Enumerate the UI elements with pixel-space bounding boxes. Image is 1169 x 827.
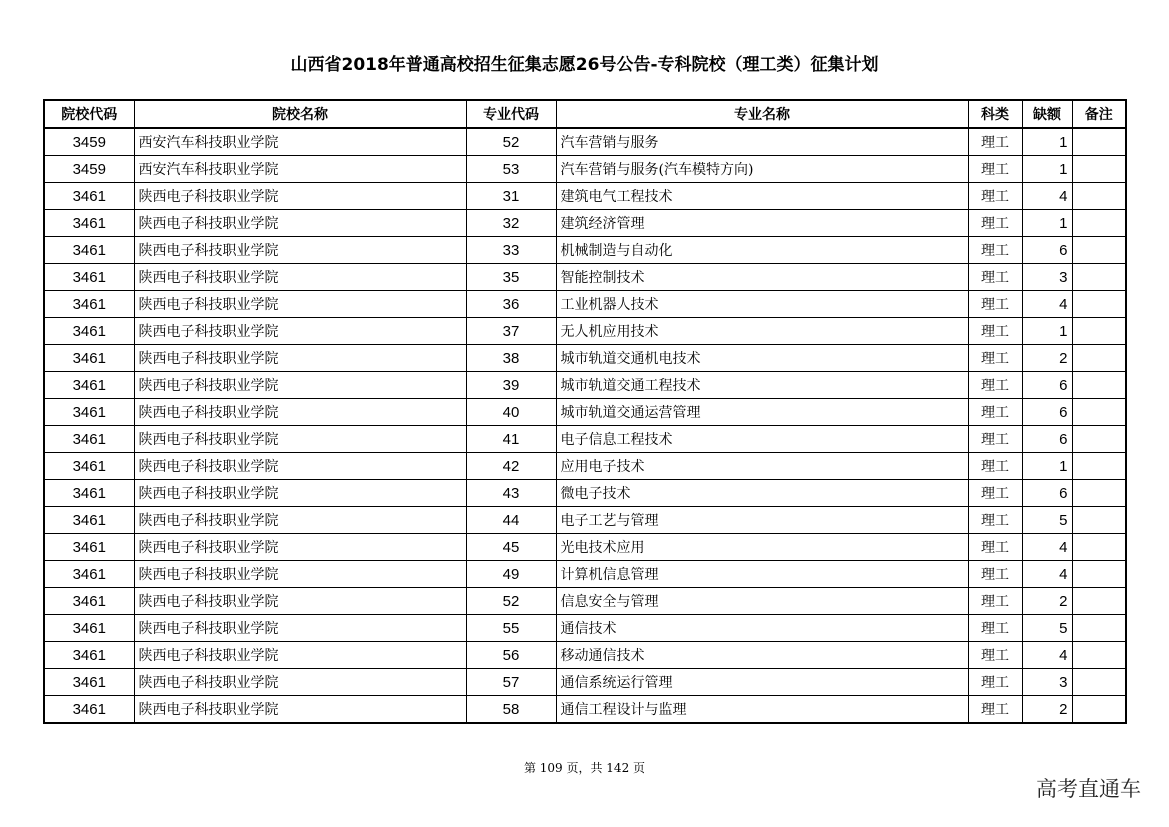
cell-school-name: 陕西电子科技职业学院 — [134, 426, 466, 453]
cell-category: 理工 — [968, 183, 1022, 210]
cell-school-name: 陕西电子科技职业学院 — [134, 210, 466, 237]
table-row — [44, 291, 1126, 318]
cell-note — [1072, 399, 1126, 426]
cell-school-name: 陕西电子科技职业学院 — [134, 264, 466, 291]
cell-category: 理工 — [968, 372, 1022, 399]
cell-note — [1072, 291, 1126, 318]
table-row — [44, 372, 1126, 399]
table-row — [44, 345, 1126, 372]
cell-major-name: 建筑经济管理 — [556, 210, 968, 237]
cell-major-code: 58 — [466, 696, 556, 724]
cell-vacancies: 1 — [1022, 318, 1072, 345]
cell-vacancies: 3 — [1022, 669, 1072, 696]
cell-school-code: 3461 — [44, 345, 134, 372]
cell-school-code: 3461 — [44, 426, 134, 453]
header-note: 备注 — [1072, 100, 1126, 128]
table-row — [44, 534, 1126, 561]
cell-school-code: 3461 — [44, 615, 134, 642]
cell-school-code: 3461 — [44, 642, 134, 669]
cell-major-code: 37 — [466, 318, 556, 345]
cell-major-name: 通信系统运行管理 — [556, 669, 968, 696]
cell-note — [1072, 642, 1126, 669]
cell-school-name: 陕西电子科技职业学院 — [134, 696, 466, 724]
cell-school-code: 3461 — [44, 264, 134, 291]
cell-major-code: 36 — [466, 291, 556, 318]
cell-school-name: 陕西电子科技职业学院 — [134, 507, 466, 534]
cell-category: 理工 — [968, 453, 1022, 480]
cell-major-name: 光电技术应用 — [556, 534, 968, 561]
table-row — [44, 507, 1126, 534]
cell-category: 理工 — [968, 669, 1022, 696]
cell-major-name: 无人机应用技术 — [556, 318, 968, 345]
cell-school-code: 3461 — [44, 561, 134, 588]
cell-school-code: 3461 — [44, 399, 134, 426]
cell-vacancies: 2 — [1022, 345, 1072, 372]
page-number-footer: 第 109 页，共 142 页 — [523, 761, 646, 775]
cell-major-code: 52 — [466, 588, 556, 615]
cell-school-code: 3459 — [44, 156, 134, 183]
cell-major-name: 电子工艺与管理 — [556, 507, 968, 534]
cell-category: 理工 — [968, 210, 1022, 237]
cell-vacancies: 1 — [1022, 156, 1072, 183]
cell-school-name: 陕西电子科技职业学院 — [134, 237, 466, 264]
table-row — [44, 453, 1126, 480]
cell-major-name: 电子信息工程技术 — [556, 426, 968, 453]
cell-school-code: 3461 — [44, 588, 134, 615]
header-major-code: 专业代码 — [466, 100, 556, 128]
cell-major-name: 机械制造与自动化 — [556, 237, 968, 264]
cell-category: 理工 — [968, 264, 1022, 291]
table-row — [44, 210, 1126, 237]
cell-vacancies: 6 — [1022, 399, 1072, 426]
cell-school-name: 陕西电子科技职业学院 — [134, 183, 466, 210]
header-category: 科类 — [968, 100, 1022, 128]
cell-school-name: 陕西电子科技职业学院 — [134, 561, 466, 588]
table-row — [44, 561, 1126, 588]
cell-major-code: 41 — [466, 426, 556, 453]
cell-vacancies: 4 — [1022, 291, 1072, 318]
cell-category: 理工 — [968, 156, 1022, 183]
cell-vacancies: 1 — [1022, 453, 1072, 480]
cell-note — [1072, 372, 1126, 399]
cell-major-name: 汽车营销与服务 — [556, 128, 968, 156]
cell-category: 理工 — [968, 291, 1022, 318]
cell-school-code: 3461 — [44, 480, 134, 507]
cell-category: 理工 — [968, 534, 1022, 561]
cell-major-name: 信息安全与管理 — [556, 588, 968, 615]
cell-school-name: 陕西电子科技职业学院 — [134, 642, 466, 669]
watermark-text: 高考直通车 — [1036, 777, 1141, 801]
cell-school-name: 陕西电子科技职业学院 — [134, 534, 466, 561]
cell-major-code: 53 — [466, 156, 556, 183]
table-row — [44, 696, 1126, 724]
cell-school-code: 3461 — [44, 210, 134, 237]
cell-major-code: 56 — [466, 642, 556, 669]
cell-school-name: 陕西电子科技职业学院 — [134, 480, 466, 507]
table-row — [44, 237, 1126, 264]
cell-note — [1072, 183, 1126, 210]
cell-major-code: 43 — [466, 480, 556, 507]
cell-vacancies: 6 — [1022, 426, 1072, 453]
cell-major-code: 33 — [466, 237, 556, 264]
cell-category: 理工 — [968, 345, 1022, 372]
cell-vacancies: 3 — [1022, 264, 1072, 291]
cell-school-name: 陕西电子科技职业学院 — [134, 372, 466, 399]
cell-school-name: 陕西电子科技职业学院 — [134, 345, 466, 372]
table-row — [44, 156, 1126, 183]
table-row — [44, 480, 1126, 507]
cell-major-code: 45 — [466, 534, 556, 561]
cell-note — [1072, 210, 1126, 237]
cell-note — [1072, 534, 1126, 561]
cell-major-name: 城市轨道交通运营管理 — [556, 399, 968, 426]
cell-school-code: 3461 — [44, 696, 134, 724]
cell-vacancies: 2 — [1022, 588, 1072, 615]
cell-note — [1072, 156, 1126, 183]
cell-school-name: 西安汽车科技职业学院 — [134, 128, 466, 156]
cell-major-code: 49 — [466, 561, 556, 588]
cell-school-code: 3461 — [44, 291, 134, 318]
cell-major-name: 通信工程设计与监理 — [556, 696, 968, 724]
cell-school-name: 西安汽车科技职业学院 — [134, 156, 466, 183]
cell-major-code: 31 — [466, 183, 556, 210]
cell-major-name: 移动通信技术 — [556, 642, 968, 669]
cell-major-name: 通信技术 — [556, 615, 968, 642]
cell-note — [1072, 615, 1126, 642]
cell-category: 理工 — [968, 128, 1022, 156]
cell-category: 理工 — [968, 588, 1022, 615]
cell-school-code: 3461 — [44, 507, 134, 534]
cell-school-code: 3461 — [44, 453, 134, 480]
cell-major-name: 城市轨道交通机电技术 — [556, 345, 968, 372]
cell-vacancies: 4 — [1022, 642, 1072, 669]
cell-note — [1072, 588, 1126, 615]
cell-school-name: 陕西电子科技职业学院 — [134, 291, 466, 318]
cell-school-name: 陕西电子科技职业学院 — [134, 588, 466, 615]
cell-category: 理工 — [968, 237, 1022, 264]
cell-major-name: 计算机信息管理 — [556, 561, 968, 588]
cell-school-code: 3461 — [44, 237, 134, 264]
cell-note — [1072, 480, 1126, 507]
cell-category: 理工 — [968, 642, 1022, 669]
cell-school-code: 3461 — [44, 372, 134, 399]
table-row — [44, 426, 1126, 453]
header-school-name: 院校名称 — [134, 100, 466, 128]
cell-major-code: 52 — [466, 128, 556, 156]
cell-major-name: 城市轨道交通工程技术 — [556, 372, 968, 399]
cell-note — [1072, 128, 1126, 156]
cell-vacancies: 6 — [1022, 480, 1072, 507]
cell-vacancies: 1 — [1022, 128, 1072, 156]
cell-school-name: 陕西电子科技职业学院 — [134, 669, 466, 696]
header-school-code: 院校代码 — [44, 100, 134, 128]
cell-vacancies: 6 — [1022, 372, 1072, 399]
table-row — [44, 615, 1126, 642]
cell-major-code: 55 — [466, 615, 556, 642]
cell-vacancies: 1 — [1022, 210, 1072, 237]
table-row — [44, 128, 1126, 156]
cell-vacancies: 4 — [1022, 561, 1072, 588]
cell-major-name: 工业机器人技术 — [556, 291, 968, 318]
table-row — [44, 318, 1126, 345]
cell-category: 理工 — [968, 561, 1022, 588]
cell-note — [1072, 237, 1126, 264]
cell-major-code: 57 — [466, 669, 556, 696]
cell-vacancies: 4 — [1022, 183, 1072, 210]
cell-vacancies: 5 — [1022, 615, 1072, 642]
table-row — [44, 399, 1126, 426]
cell-category: 理工 — [968, 507, 1022, 534]
table-header-row — [44, 100, 1126, 128]
header-major-name: 专业名称 — [556, 100, 968, 128]
cell-school-code: 3461 — [44, 318, 134, 345]
cell-category: 理工 — [968, 399, 1022, 426]
cell-note — [1072, 507, 1126, 534]
cell-major-code: 39 — [466, 372, 556, 399]
cell-school-code: 3461 — [44, 669, 134, 696]
table-row — [44, 669, 1126, 696]
cell-school-name: 陕西电子科技职业学院 — [134, 453, 466, 480]
header-vacancies: 缺额 — [1022, 100, 1072, 128]
cell-major-code: 44 — [466, 507, 556, 534]
cell-school-code: 3461 — [44, 183, 134, 210]
table-row — [44, 642, 1126, 669]
cell-school-name: 陕西电子科技职业学院 — [134, 318, 466, 345]
cell-note — [1072, 426, 1126, 453]
cell-vacancies: 2 — [1022, 696, 1072, 724]
cell-major-code: 35 — [466, 264, 556, 291]
cell-major-name: 建筑电气工程技术 — [556, 183, 968, 210]
enrollment-plan-table — [43, 99, 1127, 724]
cell-major-code: 40 — [466, 399, 556, 426]
cell-note — [1072, 453, 1126, 480]
table-row — [44, 264, 1126, 291]
cell-major-code: 38 — [466, 345, 556, 372]
cell-note — [1072, 264, 1126, 291]
cell-vacancies: 6 — [1022, 237, 1072, 264]
cell-school-name: 陕西电子科技职业学院 — [134, 615, 466, 642]
cell-category: 理工 — [968, 426, 1022, 453]
cell-major-name: 汽车营销与服务(汽车模特方向) — [556, 156, 968, 183]
table-row — [44, 588, 1126, 615]
cell-school-code: 3461 — [44, 534, 134, 561]
cell-school-code: 3459 — [44, 128, 134, 156]
cell-note — [1072, 345, 1126, 372]
cell-category: 理工 — [968, 318, 1022, 345]
cell-note — [1072, 561, 1126, 588]
cell-note — [1072, 318, 1126, 345]
cell-category: 理工 — [968, 696, 1022, 724]
cell-major-name: 智能控制技术 — [556, 264, 968, 291]
page-title: 山西省2018年普通高校招生征集志愿26号公告-专科院校（理工类）征集计划 — [290, 55, 879, 75]
cell-major-name: 应用电子技术 — [556, 453, 968, 480]
cell-note — [1072, 669, 1126, 696]
cell-major-code: 32 — [466, 210, 556, 237]
cell-vacancies: 4 — [1022, 534, 1072, 561]
cell-note — [1072, 696, 1126, 724]
cell-school-name: 陕西电子科技职业学院 — [134, 399, 466, 426]
cell-category: 理工 — [968, 615, 1022, 642]
cell-vacancies: 5 — [1022, 507, 1072, 534]
cell-category: 理工 — [968, 480, 1022, 507]
cell-major-code: 42 — [466, 453, 556, 480]
table-row — [44, 183, 1126, 210]
cell-major-name: 微电子技术 — [556, 480, 968, 507]
